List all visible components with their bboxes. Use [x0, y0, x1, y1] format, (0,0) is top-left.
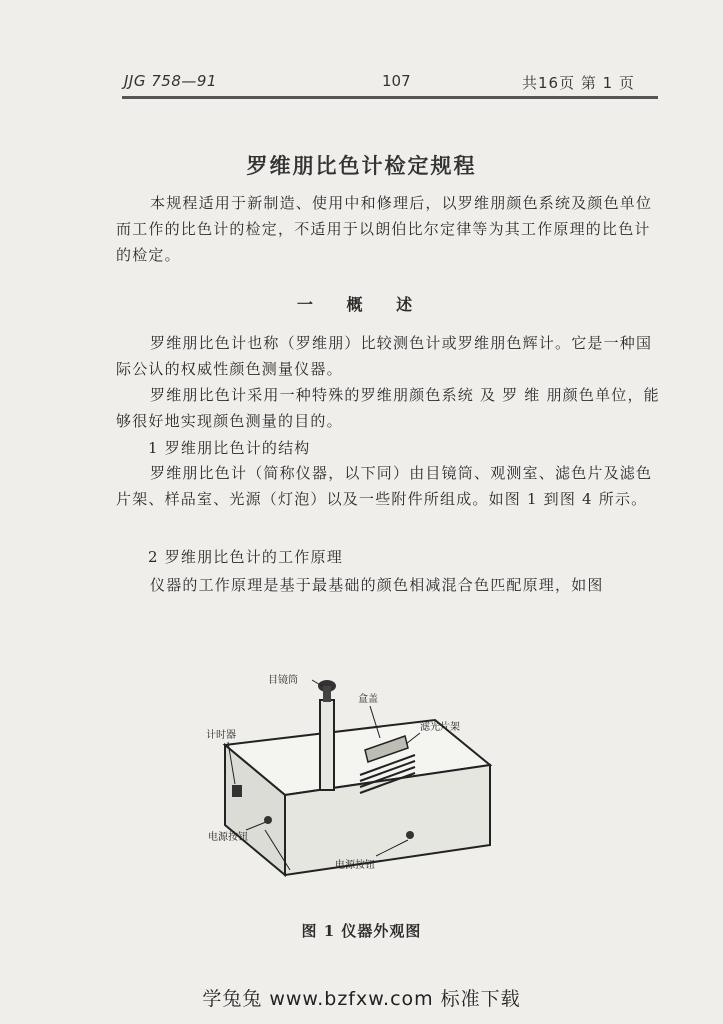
structure-text: 罗维朋比色计（简称仪器，以下同）由目镜筒、观测室、滤色片及滤色片架、样品室、光源（灯泡）以及一些附件所组成。如图 1 到图 4 所示。 — [116, 464, 653, 508]
document-title: 罗维朋比色计检定规程 — [246, 153, 477, 178]
section-heading: 一 概 述 — [296, 295, 427, 314]
standard-code: JJG 758—91 — [124, 72, 217, 90]
overview-text-2: 罗维朋比色计采用一种特殊的罗维朋颜色系统 及 罗 维 朋颜色单位，能够很好地实现颜色测量的目的。 — [116, 386, 660, 430]
label-power-button-2: 电源按钮 — [335, 860, 375, 871]
principle-paragraph — [116, 572, 662, 598]
overview-paragraph-2 — [116, 382, 662, 434]
footer-watermark: 学兔兔 www.bzfxw.com 标准下载 — [202, 988, 521, 1010]
eyepiece-tube — [320, 700, 334, 790]
label-filter-rack: 滤光片架 — [420, 722, 460, 733]
instrument-illustration — [180, 650, 520, 890]
timer-display — [232, 785, 242, 797]
label-timer: 计时器 — [206, 730, 236, 741]
page-number: 107 — [382, 72, 411, 90]
label-power-button-1: 电源按钮 — [208, 832, 248, 843]
label-lid: 盒盖 — [358, 694, 378, 705]
subsection-1-title: 1 罗维朋比色计的结构 — [148, 439, 311, 457]
structure-paragraph — [116, 460, 662, 512]
overview-text-1: 罗维朋比色计也称（罗维朋）比较测色计或罗维朋色辉计。它是一种国际公认的权威性颜色测量仪器。 — [116, 334, 653, 378]
overview-paragraph-1 — [116, 330, 662, 382]
page-info: 共16页 第 1 页 — [522, 74, 635, 92]
figure-caption: 图 1 仪器外观图 — [301, 922, 422, 940]
intro-paragraph — [116, 190, 662, 268]
principle-text: 仪器的工作原理是基于最基础的颜色相减混合色匹配原理，如图 — [150, 576, 604, 594]
header-rule — [122, 96, 658, 99]
label-eyepiece: 目镜筒 — [268, 675, 298, 686]
power-knob-right — [406, 831, 414, 839]
subsection-2-title: 2 罗维朋比色计的工作原理 — [148, 548, 343, 566]
intro-text: 本规程适用于新制造、使用中和修理后，以罗维朋颜色系统及颜色单位而工作的比色计的检定，不适用于以朗伯比尔定律等为其工作原理的比色计的检定。 — [116, 194, 653, 264]
